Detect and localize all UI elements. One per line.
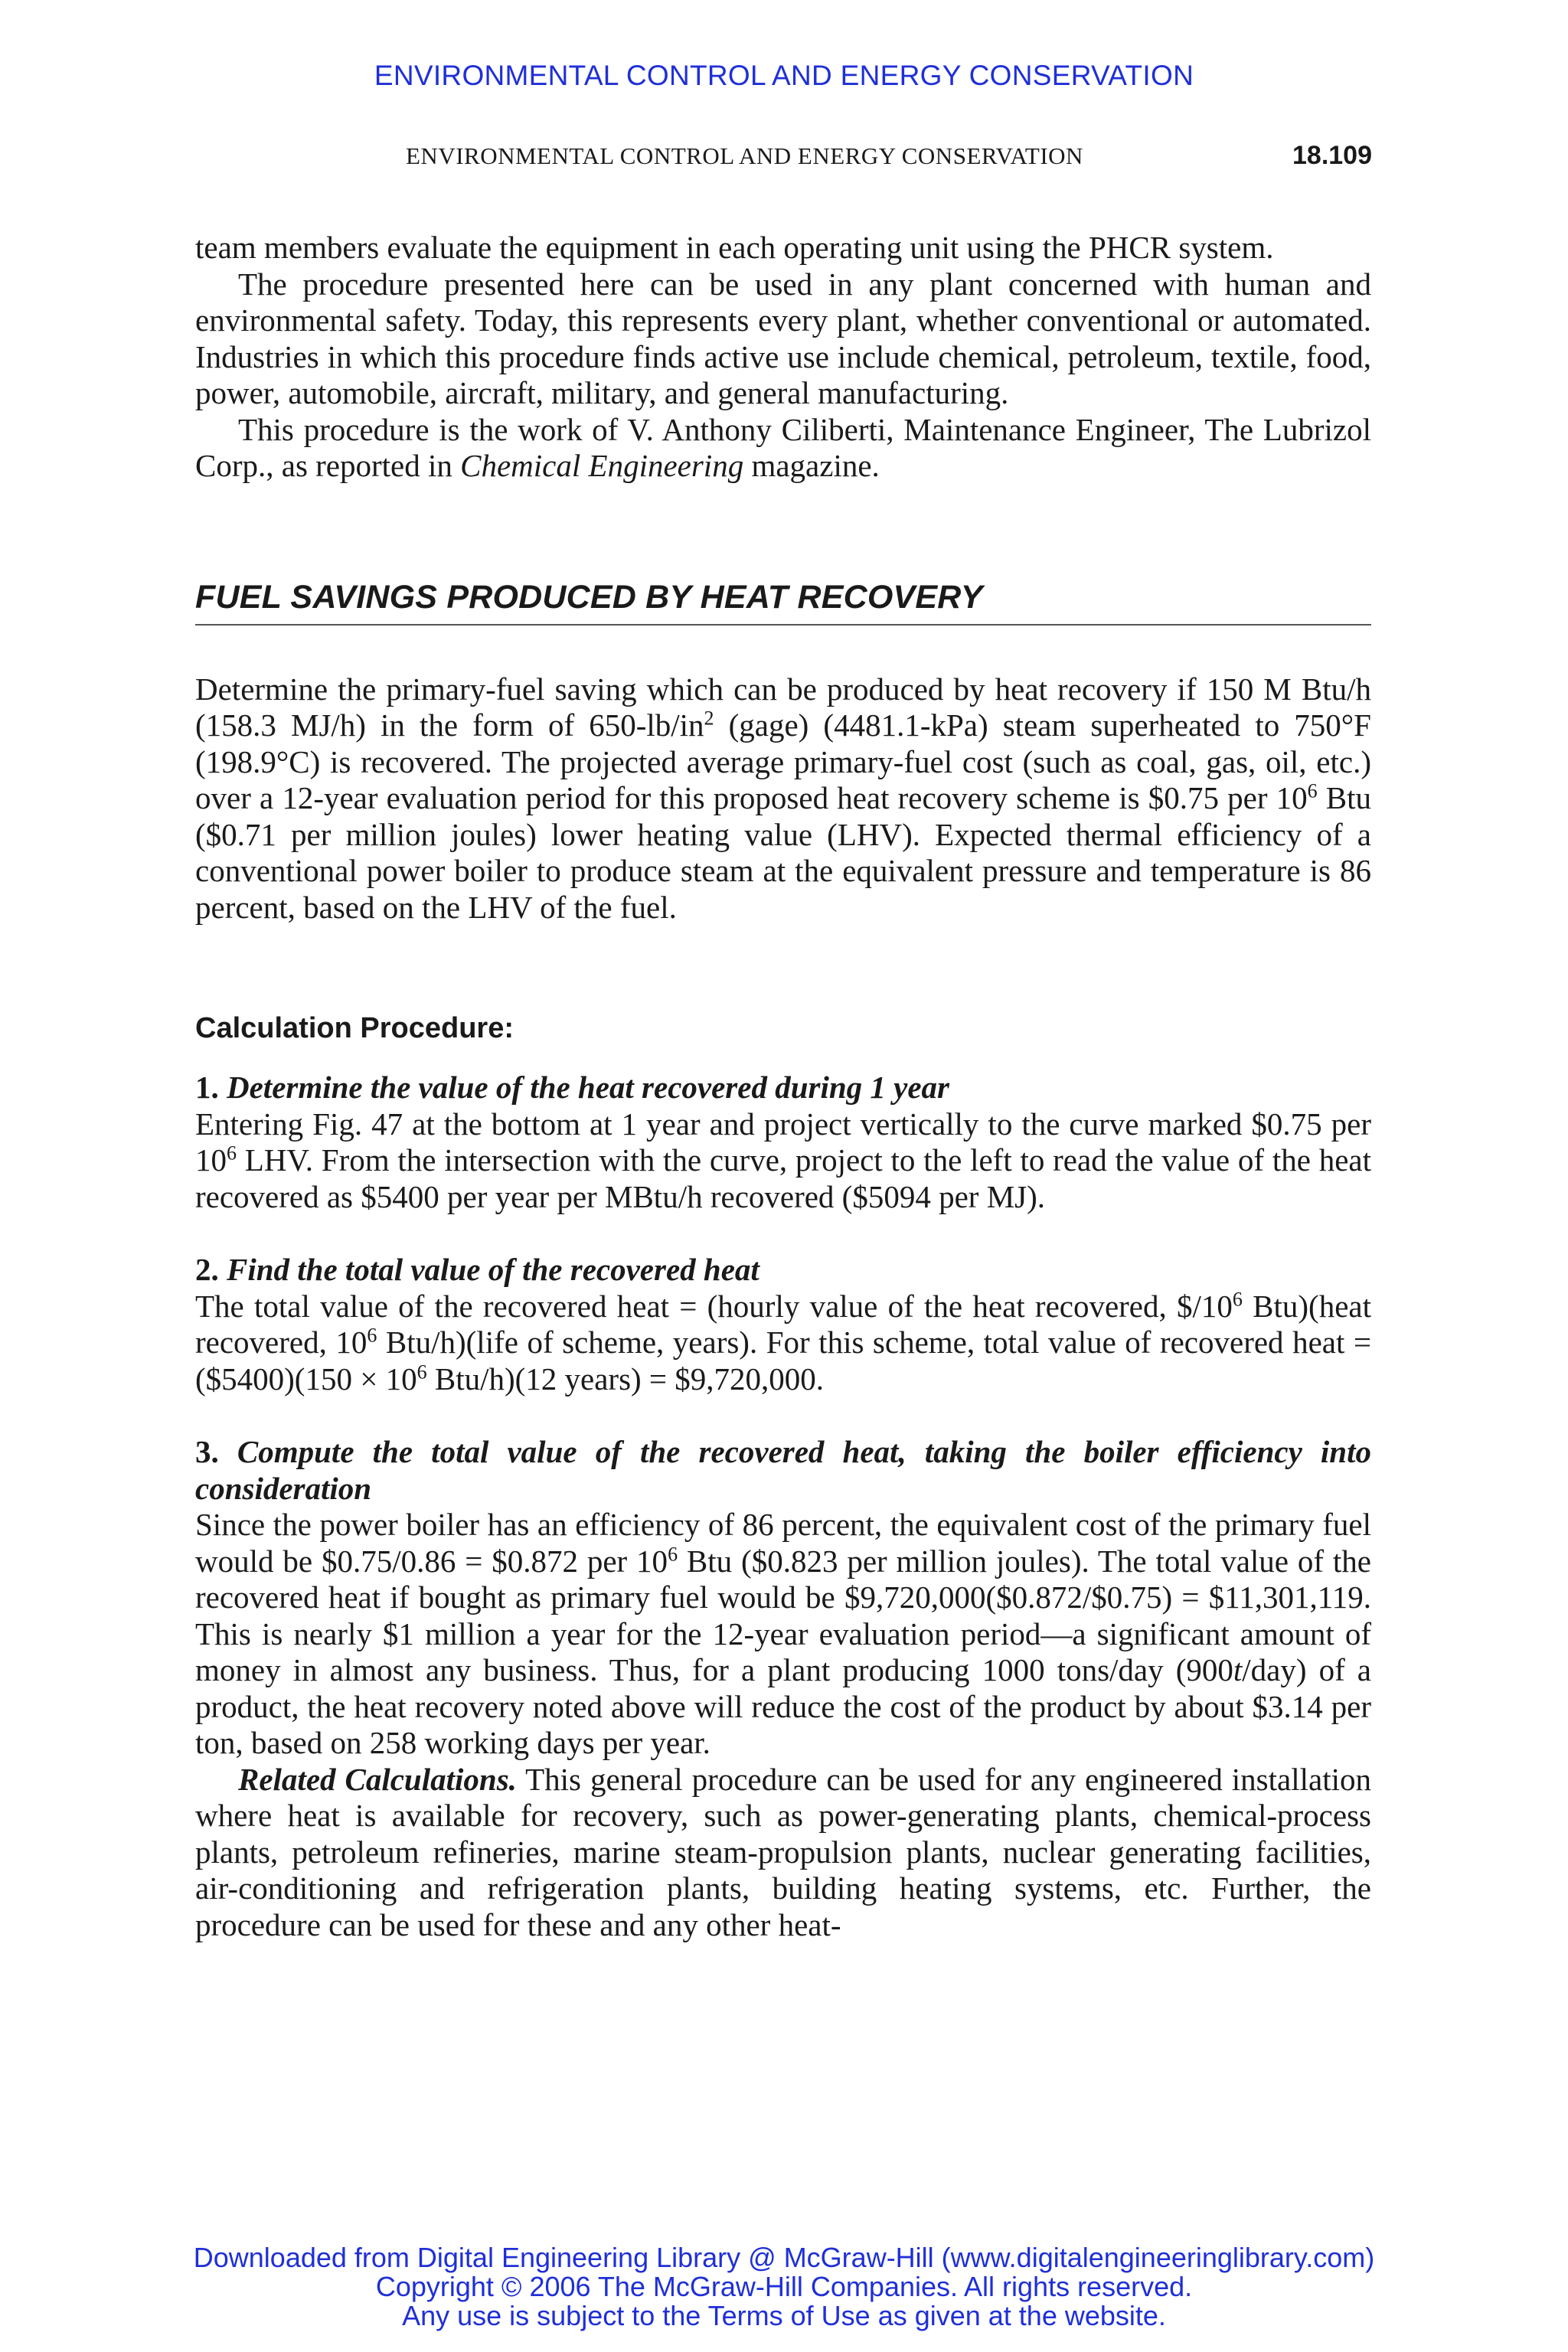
chapter-banner: ENVIRONMENTAL CONTROL AND ENERGY CONSERVATION: [374, 60, 1194, 91]
text-run: Entering Fig. 47 at the bottom at 1 year and project vertically to the curve marked $0.75 per 10: [195, 1106, 1371, 1178]
section-heading: FUEL SAVINGS PRODUCED BY HEAT RECOVERY: [195, 577, 1371, 626]
step-2: [195, 1252, 1371, 1397]
superscript: 2: [704, 707, 714, 730]
text-run: Since the power boiler has an efficiency of 86 percent, the equivalent cost of the primary fuel would be $0.75/0.86 = $0.872 per 10: [195, 1507, 1371, 1579]
step-number: 1.: [195, 1070, 219, 1105]
intro-paragraph-2: The procedure presented here can be used in any plant concerned with human and environmental safety. Today, this represents every plant, whether conventional or automated. Industries in which this procedure finds active use include chemical, petroleum, textile, food, power, automobile, aircraft, military, and general manufacturing.: [195, 266, 1371, 410]
text-run: Btu ($0.71 per million joules) lower heating value (LHV). Expected thermal efficiency of a conventional power boiler to produce steam at the equivalent pressure and temperature is 86 percent, based on the LHV of the fuel.: [195, 780, 1372, 925]
step-2-title: [195, 1252, 1371, 1289]
step-2-text: [195, 1289, 1371, 1398]
superscript: 6: [416, 1360, 427, 1383]
related-calculations-label: Related Calculations.: [238, 1761, 517, 1797]
text-run: Determine the primary-fuel saving which can be produced by heat recovery if 150 M Btu/h (158.3 MJ/h) in the form of 650-lb/in: [195, 671, 1371, 743]
related-calculations: [195, 1762, 1371, 1944]
step-1: [195, 1070, 1371, 1215]
footer-line-2: Copyright © 2006 The McGraw-Hill Companies. All rights reserved.: [375, 2271, 1193, 2302]
download-footer: [0, 2243, 1568, 2331]
text-run: Btu ($0.823 per million joules). The total value of the recovered heat if bought as primary fuel would be $9,720,000($0.872/$0.75) = $11,301,119. This is nearly $1 million a year for the 12-year evaluation period—a significant amount of money in almost any business. Thus, for a plant producing 1000 tons/day (900: [195, 1543, 1371, 1687]
step-1-text: [195, 1106, 1371, 1216]
superscript: 6: [367, 1324, 377, 1347]
running-head: [0, 142, 1568, 181]
text-run: Btu)(heat recovered, 10: [195, 1288, 1371, 1360]
text-run: The total value of the recovered heat = (hourly value of the heat recovered, $/10: [195, 1288, 1233, 1324]
step-1-title: [195, 1070, 1371, 1106]
step-title-text: Determine the value of the heat recovered during 1 year: [227, 1070, 950, 1105]
superscript: 6: [668, 1542, 678, 1565]
step-title-text: Compute the total value of the recovered heat, taking the boiler efficiency into consideration: [195, 1434, 1371, 1506]
intro-paragraph-3: [195, 412, 1371, 485]
intro-paragraph-1: team members evaluate the equipment in each operating unit using the PHCR system.: [195, 230, 1274, 265]
footer-line-3: Any use is subject to the Terms of Use as given at the website.: [402, 2300, 1166, 2331]
text-run: /day) of a product, the heat recovery noted above will reduce the cost of the product by about $3.14 per ton, based on 258 working days per year.: [195, 1652, 1371, 1760]
unit-symbol: t: [1233, 1652, 1243, 1687]
step-3-text: [195, 1507, 1371, 1762]
step-title-text: Find the total value of the recovered heat: [227, 1252, 760, 1287]
running-head-title: ENVIRONMENTAL CONTROL AND ENERGY CONSERVATION: [406, 142, 1083, 169]
step-number: 3.: [195, 1434, 219, 1469]
superscript: 6: [1307, 779, 1318, 802]
page-number: 18.109: [1292, 141, 1372, 170]
text-run: Btu/h)(12 years) = $9,720,000.: [426, 1361, 825, 1396]
calculation-procedure-heading: Calculation Procedure:: [195, 1012, 514, 1044]
step-3-title: [195, 1434, 1371, 1507]
superscript: 6: [227, 1142, 237, 1165]
step-number: 2.: [195, 1252, 219, 1287]
text-run: This general procedure can be used for any engineered installation where heat is available for recovery, such as power-generating plants, chemical-process plants, petroleum refineries, marine steam-propulsion plants, nuclear generating facilities, air-conditioning and refrigeration plants, building heating systems, etc. Further, the procedure can be used for these and any other heat-: [195, 1761, 1371, 1942]
problem-statement: [195, 671, 1371, 926]
page-body: [195, 230, 1371, 1943]
journal-title: Chemical Engineering: [460, 448, 744, 483]
footer-line-1: Downloaded from Digital Engineering Library @ McGraw-Hill (www.digitalengineeringlibrary.com): [193, 2242, 1375, 2273]
text-run: magazine.: [743, 448, 880, 483]
text-run: This procedure is the work of V. Anthony Ciliberti, Maintenance Engineer, The Lubrizol Corp., as reported in: [195, 411, 1371, 483]
text-run: (gage) (4481.1-kPa) steam superheated to 750°F (198.9°C) is recovered. The projected average primary-fuel cost (such as coal, gas, oil, etc.) over a 12-year evaluation period for this proposed heat recovery scheme is $0.75 per 10: [195, 707, 1371, 815]
text-run: LHV. From the intersection with the curve, project to the left to read the value of the heat recovered as $5400 per year per MBtu/h recovered ($5094 per MJ).: [195, 1142, 1371, 1214]
superscript: 6: [1232, 1287, 1243, 1310]
text-run: Btu/h)(life of scheme, years). For this scheme, total value of recovered heat = ($5400)(150 × 10: [195, 1325, 1371, 1396]
step-3: [195, 1434, 1371, 1943]
